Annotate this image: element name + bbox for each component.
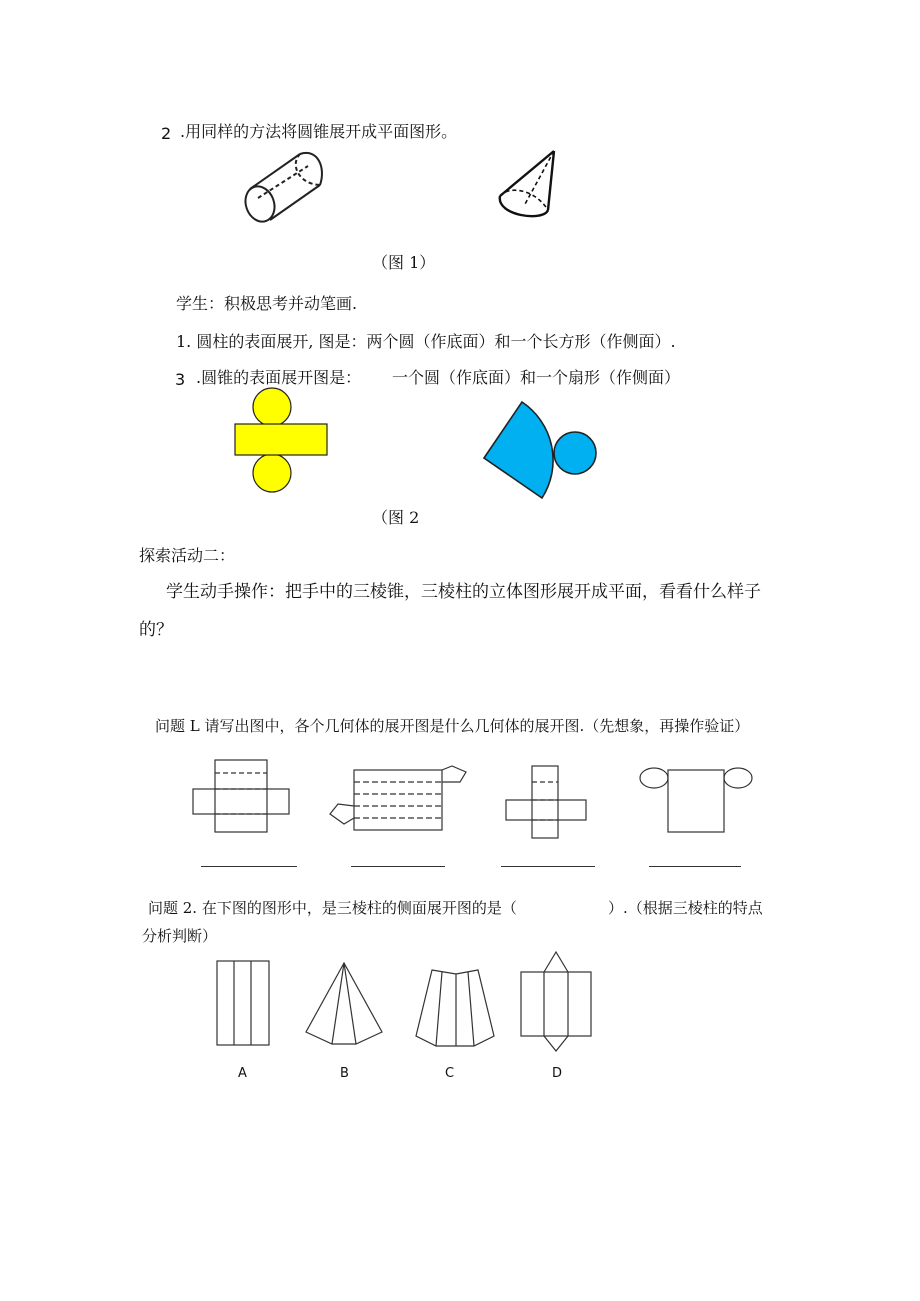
answer-blank-1[interactable]	[201, 866, 297, 867]
option-d-figure[interactable]	[518, 948, 594, 1054]
question-2-line-2: 分析判断）	[142, 927, 218, 945]
net-1-cuboid	[190, 756, 292, 836]
option-b-label: B	[340, 1066, 349, 1081]
net-4-cylinder	[638, 764, 754, 836]
item-number-3: 3	[175, 370, 186, 389]
cone-net-description-2: 一个圆（作底面）和一个扇形（作侧面）	[392, 368, 681, 387]
figure-1-caption: （图 1）	[372, 253, 436, 272]
cylinder-net-description: 1. 圆柱的表面展开, 图是：两个圆（作底面）和一个长方形（作侧面）.	[176, 332, 676, 351]
question-1: 问题 L 请写出图中，各个几何体的展开图是什么几何体的展开图.（先想象，再操作验证）	[155, 717, 750, 735]
option-a-figure[interactable]	[214, 958, 272, 1048]
student-line: 学生：积极思考并动笔画.	[176, 294, 358, 313]
instruction-text: .用同样的方法将圆锥展开成平面图形。	[180, 122, 458, 141]
option-c-label: C	[445, 1066, 455, 1081]
cylinder-sketch	[238, 146, 330, 228]
net-3-cross	[504, 762, 588, 842]
option-a-label: A	[238, 1066, 247, 1081]
activity-line-1: 学生动手操作：把手中的三棱锥，三棱柱的立体图形展开成平面，看看什么样子	[166, 582, 761, 602]
option-b-figure[interactable]	[302, 960, 386, 1048]
cone-sketch	[494, 148, 560, 224]
explore-activity-title: 探索活动二：	[139, 546, 236, 565]
option-c-figure[interactable]	[412, 964, 496, 1050]
answer-blank-3[interactable]	[501, 866, 595, 867]
cone-net-description: .圆锥的表面展开图是：	[196, 368, 362, 387]
option-d-label: D	[552, 1066, 563, 1081]
cone-net-diagram	[480, 398, 602, 502]
answer-blank-4[interactable]	[649, 866, 741, 867]
item-number-2: 2	[161, 124, 172, 143]
activity-line-2: 的？	[139, 620, 173, 640]
cylinder-net-diagram	[230, 386, 332, 496]
answer-blank-2[interactable]	[351, 866, 445, 867]
figure-2-caption: （图 2	[372, 508, 420, 527]
net-2-prism	[326, 762, 472, 834]
question-2-line-1a: 问题 2. 在下图的图形中，是三棱柱的侧面展开图的是（	[148, 899, 517, 917]
question-2-line-1b: ）.（根据三棱柱的特点	[608, 899, 763, 917]
